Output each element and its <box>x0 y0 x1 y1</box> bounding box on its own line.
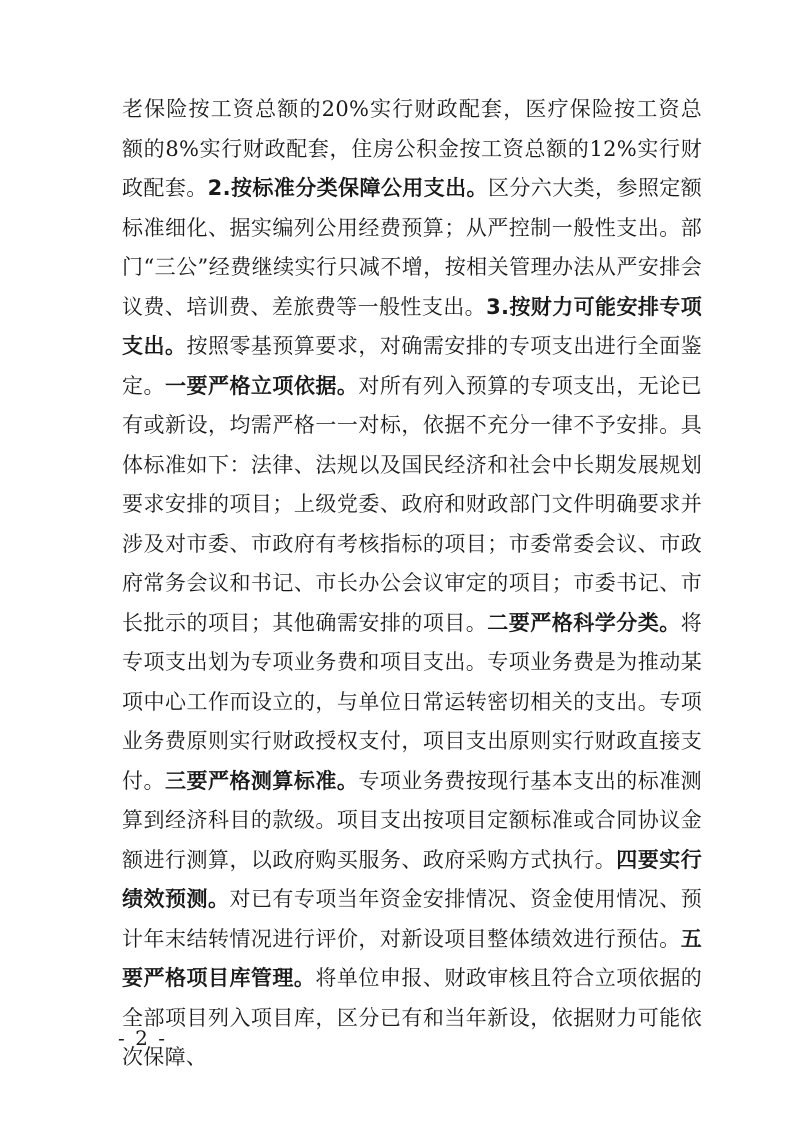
point-heading-4: 四要实行绩效预测。 <box>122 847 702 911</box>
point-heading-3: 三要严格测算标准。 <box>164 768 359 793</box>
body-text: 按照零基预算要求，对确需安排的专项支出进行全面鉴定。 <box>122 334 702 398</box>
page-number: - 2 - <box>118 1026 167 1050</box>
body-text: 对所有列入预算的专项支出，无论已有或新设，均需严格一一对标，依据不充分一律不予安排。具体标准如下：法律、法规以及国民经济和社会中长期发展规划要求安排的项目；上级党委、政府和财政部门文件明确要求并涉及对市委、市政府有考核指标的项目；市委常委会议、市政府常务会议和书记、市长办公会议审定的项目；市委书记、市长批示的项目；其他确需安排的项目。 <box>122 373 702 635</box>
body-text: 对已有专项当年资金安排情况、资金使用情况、预计年末结转情况进行评价，对新设项目整体绩效进行预估。 <box>122 887 703 951</box>
document-body <box>122 90 702 1078</box>
point-heading-5: 五要严格项目库管理。 <box>122 926 702 990</box>
body-text: 专项业务费按现行基本支出的标准测算到经济科目的款级。项目支出按项目定额标准或合同协议金额进行测算，以政府购买服务、政府采购方式执行。 <box>122 768 702 872</box>
body-text: 老保险按工资总额的20%实行财政配套，医疗保险按工资总额的8%实行财政配套，住房公积金按工资总额的12%实行财政配套。 <box>122 97 702 200</box>
section-heading-2: 2.按标准分类保障公用支出。 <box>207 176 488 200</box>
body-text: 区分六大类，参照定额标准细化、据实编列公用经费预算；从严控制一般性支出。部门“三公”经费继续实行只减不增，按相关管理办法从严安排会议费、培训费、差旅费等一般性支出。 <box>122 176 703 319</box>
body-text: 将专项支出划为专项业务费和项目支出。专项业务费是为推动某项中心工作而设立的，与单位日常运转密切相关的支出。专项业务费原则实行财政授权支付，项目支出原则实行财政直接支付。 <box>122 610 702 793</box>
body-text: 将单位申报、财政审核且符合立项依据的全部项目列入项目库，区分已有和当年新设，依据财力可能依次保障、 <box>122 966 703 1069</box>
section-heading-3: 3.按财力可能安排专项支出。 <box>122 294 702 358</box>
point-heading-2: 二要严格科学分类。 <box>487 610 681 635</box>
point-heading-1: 一要严格立项依据。 <box>164 373 359 398</box>
body-paragraph <box>122 90 702 1078</box>
